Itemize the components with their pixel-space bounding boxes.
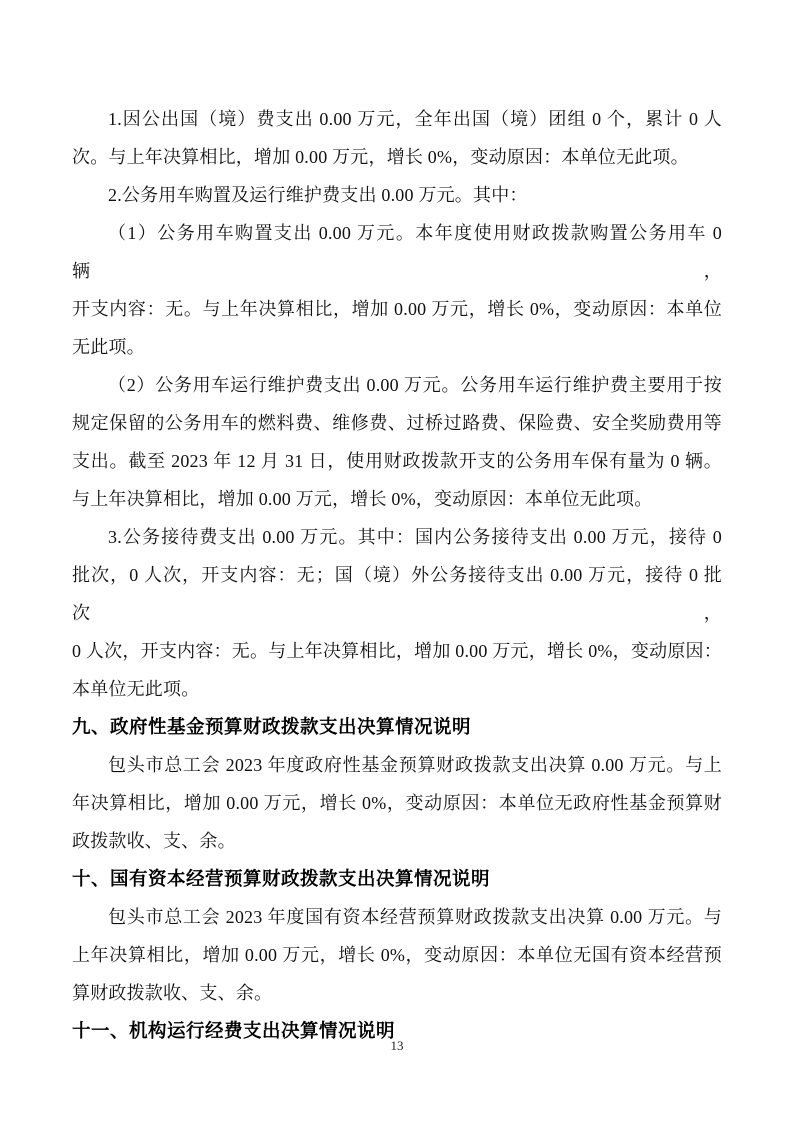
para-vehicle-purchase xyxy=(72,214,722,366)
para-vehicle-total xyxy=(72,176,722,214)
para-govt-fund-budget xyxy=(72,746,722,860)
para-overseas-trips xyxy=(72,100,722,176)
para-state-capital-budget xyxy=(72,898,722,1012)
text-line: 包头市总工会 2023 年度国有资本经营预算财政拨款支出决算 0.00 万元。与 xyxy=(108,907,722,927)
para-official-reception xyxy=(72,518,722,708)
text-line: 批次，0 人次，开支内容：无；国（境）外公务接待支出 0.00 万元，接待 0 批次， xyxy=(72,565,722,623)
text-line: 支出。截至 2023 年 12 月 31 日，使用财政拨款开支的公务用车保有量为 0 辆。 xyxy=(72,451,722,471)
heading-section-10: 十、国有资本经营预算财政拨款支出决算情况说明 xyxy=(72,868,491,889)
text-line: 政拨款收、支、余。 xyxy=(72,831,236,851)
text-line: 规定保留的公务用车的燃料费、维修费、过桥过路费、保险费、安全奖励费用等 xyxy=(72,413,722,433)
text-line: 包头市总工会 2023 年度政府性基金预算财政拨款支出决算 0.00 万元。与上 xyxy=(108,755,722,775)
text-line: 年决算相比，增加 0.00 万元，增长 0%，变动原因：本单位无政府性基金预算财 xyxy=(72,793,722,813)
text-line: 0 人次，开支内容：无。与上年决算相比，增加 0.00 万元，增长 0%，变动原因： xyxy=(72,641,722,661)
page-number: 13 xyxy=(390,1038,404,1053)
text-line: 无此项。 xyxy=(72,337,145,357)
text-line: 算财政拨款收、支、余。 xyxy=(72,983,273,1003)
text-line: （1）公务用车购置支出 0.00 万元。本年度使用财政拨款购置公务用车 0 辆， xyxy=(72,223,722,281)
text-line: 1.因公出国（境）费支出 0.00 万元，全年出国（境）团组 0 个，累计 0 人 xyxy=(108,109,722,129)
text-line: 上年决算相比，增加 0.00 万元，增长 0%，变动原因：本单位无国有资本经营预 xyxy=(72,945,722,965)
text-line: 与上年决算相比，增加 0.00 万元，增长 0%，变动原因：本单位无此项。 xyxy=(72,489,653,509)
text-line: 3.公务接待费支出 0.00 万元。其中：国内公务接待支出 0.00 万元，接待 0 xyxy=(108,527,722,547)
text-line: 次。与上年决算相比，增加 0.00 万元，增长 0%，变动原因：本单位无此项。 xyxy=(72,147,689,167)
heading-section-11: 十一、机构运行经费支出决算情况说明 xyxy=(72,1020,396,1041)
text-line: （2）公务用车运行维护费支出 0.00 万元。公务用车运行维护费主要用于按 xyxy=(108,375,722,395)
text-line: 本单位无此项。 xyxy=(72,679,200,699)
text-line: 2.公务用车购置及运行维护费支出 0.00 万元。其中： xyxy=(108,185,528,205)
heading-section-9: 九、政府性基金预算财政拨款支出决算情况说明 xyxy=(72,716,472,737)
page-body xyxy=(72,100,722,1050)
para-vehicle-maintenance xyxy=(72,366,722,518)
text-line: 开支内容：无。与上年决算相比，增加 0.00 万元，增长 0%，变动原因：本单位 xyxy=(72,299,722,319)
